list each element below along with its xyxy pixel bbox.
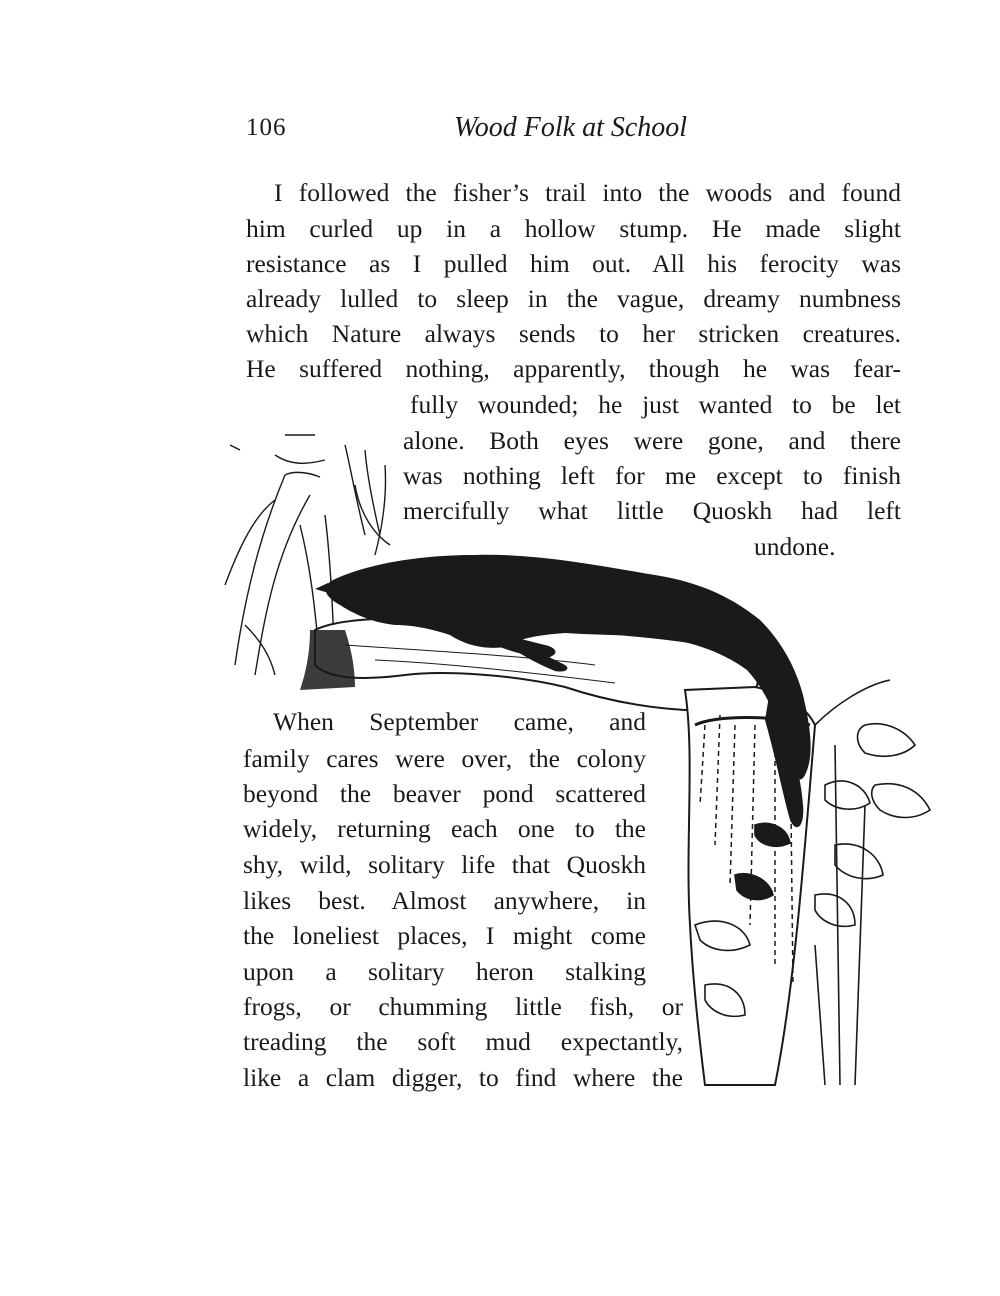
paragraph2-line-10: treading the soft mud expectantly, bbox=[243, 1027, 683, 1056]
paragraph2-line-11: like a clam digger, to find where the bbox=[243, 1063, 683, 1092]
paragraph1-line-9: was nothing left for me except to finish bbox=[403, 461, 901, 490]
paragraph1-line-4: already lulled to sleep in the vague, dreamy numbness bbox=[246, 284, 901, 313]
paragraph1-line-11: undone. bbox=[754, 532, 836, 561]
paragraph2-line-9: frogs, or chumming little fish, or bbox=[243, 992, 683, 1021]
paragraph2-line-4: widely, returning each one to the bbox=[243, 814, 646, 843]
paragraph2-line-7: the loneliest places, I might come bbox=[243, 921, 646, 950]
paragraph1-line-2: him curled up in a hollow stump. He made slight bbox=[246, 214, 901, 243]
paragraph2-line-3: beyond the beaver pond scattered bbox=[243, 779, 646, 808]
paragraph1-line-1: I followed the fisher’s trail into the woods and found bbox=[274, 178, 901, 207]
paragraph2-line-5: shy, wild, solitary life that Quoskh bbox=[243, 850, 646, 879]
paragraph1-line-5: which Nature always sends to her stricken creatures. bbox=[246, 319, 901, 348]
paragraph2-line-2: family cares were over, the colony bbox=[243, 744, 646, 773]
page-number: 106 bbox=[246, 114, 287, 141]
paragraph1-line-10: mercifully what little Quoskh had left bbox=[403, 496, 901, 525]
running-title: Wood Folk at School bbox=[454, 112, 688, 143]
paragraph1-line-7: fully wounded; he just wanted to be let bbox=[410, 390, 901, 419]
paragraph1-line-3: resistance as I pulled him out. All his ferocity was bbox=[246, 249, 901, 278]
paragraph2-line-1: When September came, and bbox=[273, 707, 646, 736]
paragraph2-line-6: likes best. Almost anywhere, in bbox=[243, 886, 646, 915]
paragraph2-line-8: upon a solitary heron stalking bbox=[243, 957, 646, 986]
paragraph1-line-8: alone. Both eyes were gone, and there bbox=[403, 426, 901, 455]
paragraph1-line-6: He suffered nothing, apparently, though he was fear- bbox=[246, 354, 901, 383]
